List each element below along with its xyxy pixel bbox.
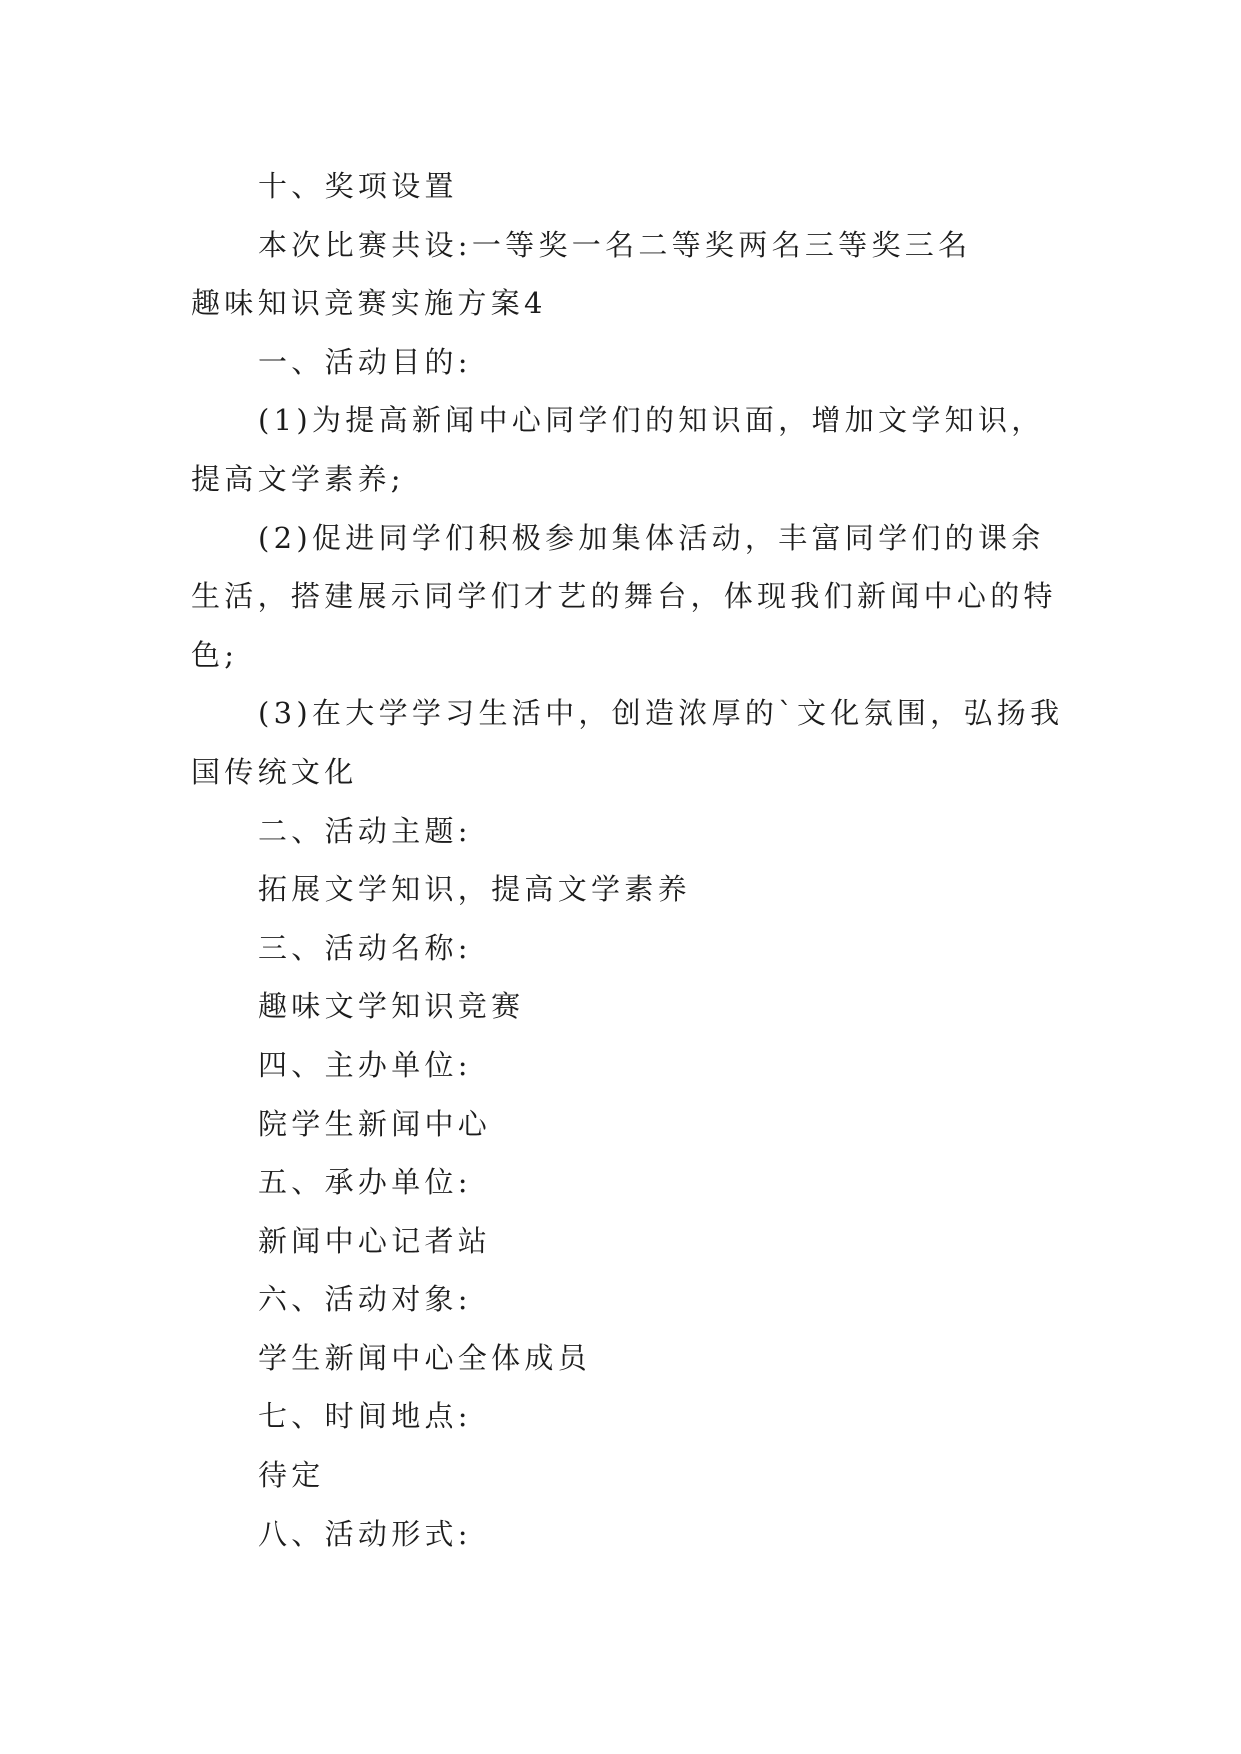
paragraph-line: 色; bbox=[191, 637, 239, 672]
paragraph-line: 新闻中心记者站 bbox=[258, 1223, 492, 1258]
paragraph-line: 趣味文学知识竞赛 bbox=[258, 989, 525, 1024]
paragraph-line: 趣味知识竞赛实施方案4 bbox=[191, 286, 547, 321]
paragraph-line: 本次比赛共设:一等奖一名二等奖两名三等奖三名 bbox=[258, 227, 972, 262]
paragraph-line: 院学生新闻中心 bbox=[258, 1106, 492, 1141]
paragraph-line: 十、奖项设置 bbox=[258, 169, 458, 203]
format-heading bbox=[191, 1505, 1151, 1564]
paragraph-line: (1)为提高新闻中心同学们的知识面，增加文学知识， bbox=[258, 403, 1045, 438]
paragraph-line: 一、活动目的: bbox=[258, 344, 472, 379]
audience-heading bbox=[191, 1270, 1151, 1329]
audience-text bbox=[191, 1329, 1151, 1388]
purpose-heading bbox=[191, 333, 1151, 392]
time-place-text bbox=[191, 1446, 1151, 1505]
co-organizer-text bbox=[191, 1212, 1151, 1271]
paragraph-line: (3)在大学学习生活中，创造浓厚的`文化氛围，弘扬我 bbox=[258, 696, 1064, 731]
paragraph-line: 待定 bbox=[258, 1458, 325, 1493]
co-organizer-heading bbox=[191, 1153, 1151, 1212]
name-heading bbox=[191, 919, 1151, 978]
document-title bbox=[191, 274, 1151, 333]
paragraph-line: 三、活动名称: bbox=[258, 930, 472, 965]
paragraph-line: 生活，搭建展示同学们才艺的舞台，体现我们新闻中心的特 bbox=[191, 579, 1057, 614]
paragraph-line: 二、活动主题: bbox=[258, 813, 472, 848]
paragraph-line: 四、主办单位: bbox=[258, 1047, 472, 1082]
time-place-heading bbox=[191, 1387, 1151, 1446]
paragraph-line: (2)促进同学们积极参加集体活动，丰富同学们的课余 bbox=[258, 520, 1045, 555]
awards-heading bbox=[191, 157, 1151, 216]
paragraph-line: 拓展文学知识，提高文学素养 bbox=[258, 872, 691, 907]
paragraph-line: 七、时间地点: bbox=[258, 1399, 472, 1434]
paragraph-line: 国传统文化 bbox=[191, 754, 358, 789]
purpose-item-2 bbox=[191, 509, 1151, 685]
paragraph-line: 学生新闻中心全体成员 bbox=[258, 1340, 592, 1375]
paragraph-line: 提高文学素养; bbox=[191, 461, 405, 496]
document-body bbox=[191, 157, 1151, 1563]
purpose-item-3 bbox=[191, 684, 1151, 801]
name-text bbox=[191, 977, 1151, 1036]
paragraph-line: 六、活动对象: bbox=[258, 1282, 472, 1317]
awards-description bbox=[191, 216, 1151, 275]
paragraph-line: 五、承办单位: bbox=[258, 1165, 472, 1200]
paragraph-line: 八、活动形式: bbox=[258, 1516, 472, 1551]
purpose-item-1 bbox=[191, 391, 1151, 508]
organizer-heading bbox=[191, 1036, 1151, 1095]
theme-text bbox=[191, 860, 1151, 919]
organizer-text bbox=[191, 1095, 1151, 1154]
theme-heading bbox=[191, 802, 1151, 861]
